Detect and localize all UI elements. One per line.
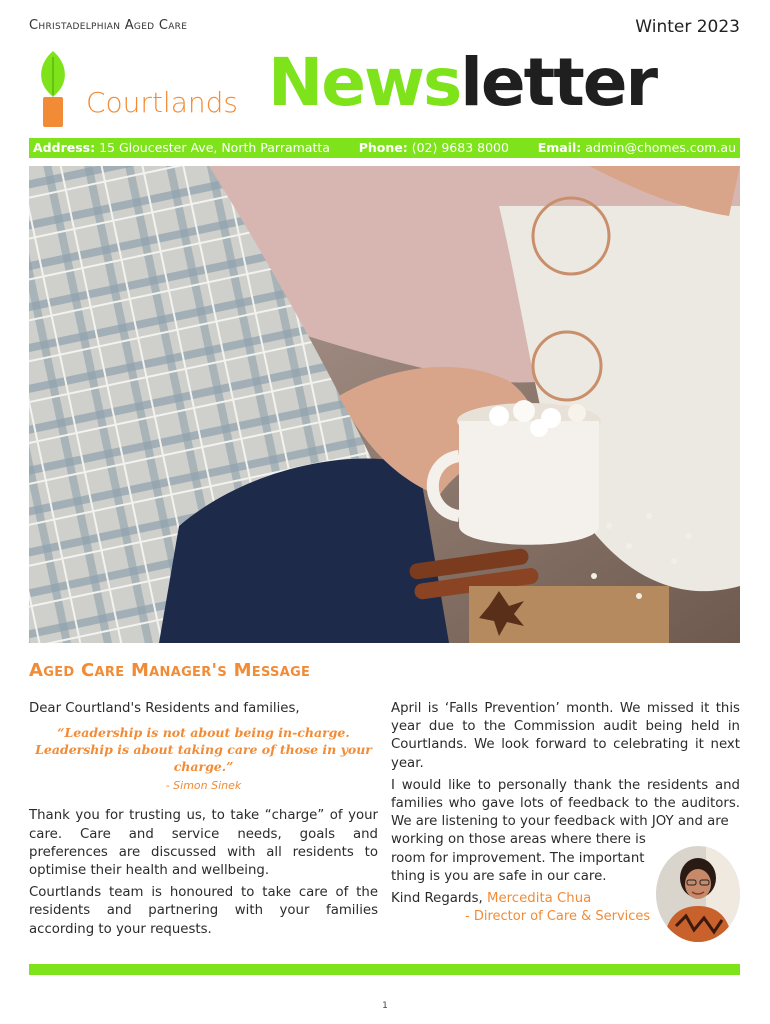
contact-bar: [29, 138, 740, 158]
email[interactable]: Email: admin@chomes.com.au: [537, 140, 736, 155]
facility-name: Courtlands: [86, 86, 238, 119]
quote: [29, 724, 378, 775]
signer-name: Mercedita Chua: [486, 891, 592, 907]
paragraph: Thank you for trusting us, to take “charge” of your care. Care and service needs, goals and preferences are discussed with all residents to optimise their health and wellbeing.: [29, 808, 378, 879]
title-part-news: News: [268, 44, 461, 121]
candle-leaf-logo-icon: [33, 47, 73, 129]
page-number: 1: [382, 1001, 388, 1011]
section-title: Aged Care Manager's Message: [29, 660, 311, 681]
title-part-letter: letter: [460, 44, 657, 121]
footer-bar: [29, 964, 740, 975]
signer-role: - Director of Care & Services: [465, 909, 651, 925]
quote-author: - Simon Sinek: [165, 779, 242, 793]
organization-name: Christadelphian Aged Care: [29, 18, 188, 33]
phone: Phone: (02) 9683 8000: [358, 140, 509, 155]
address: Address: 15 Gloucester Ave, North Parramatta: [33, 140, 330, 155]
paragraph: working on those areas where there is room for improvement. The important thing is you are safe in our care.: [391, 832, 646, 884]
greeting: Dear Courtland's Residents and families,: [29, 701, 300, 716]
left-column: [29, 700, 378, 943]
signoff-text: Kind Regards,: [391, 891, 483, 907]
paragraph: Courtlands team is honoured to take care of the residents and partnering with your families according to your requests.: [29, 885, 378, 937]
paragraph: I would like to personally thank the residents and families who gave lots of feedback to the auditors. We are listening to your feedback with JOY and are: [391, 777, 740, 830]
issue-season: Winter 2023: [635, 17, 740, 37]
director-portrait-avatar-icon: [656, 846, 740, 942]
cozy-hot-chocolate-photo-icon: [29, 166, 740, 643]
quote-line-2: Leadership is about taking care of those in your charge.”: [35, 742, 372, 775]
paragraph: April is ‘Falls Prevention’ month. We missed it this year due to the Commission audit being held in Courtlands. We look forward to celebrating it next year.: [391, 701, 740, 771]
newsletter-title: [268, 44, 657, 121]
quote-line-1: “Leadership is not about being in-charge.: [57, 725, 350, 741]
